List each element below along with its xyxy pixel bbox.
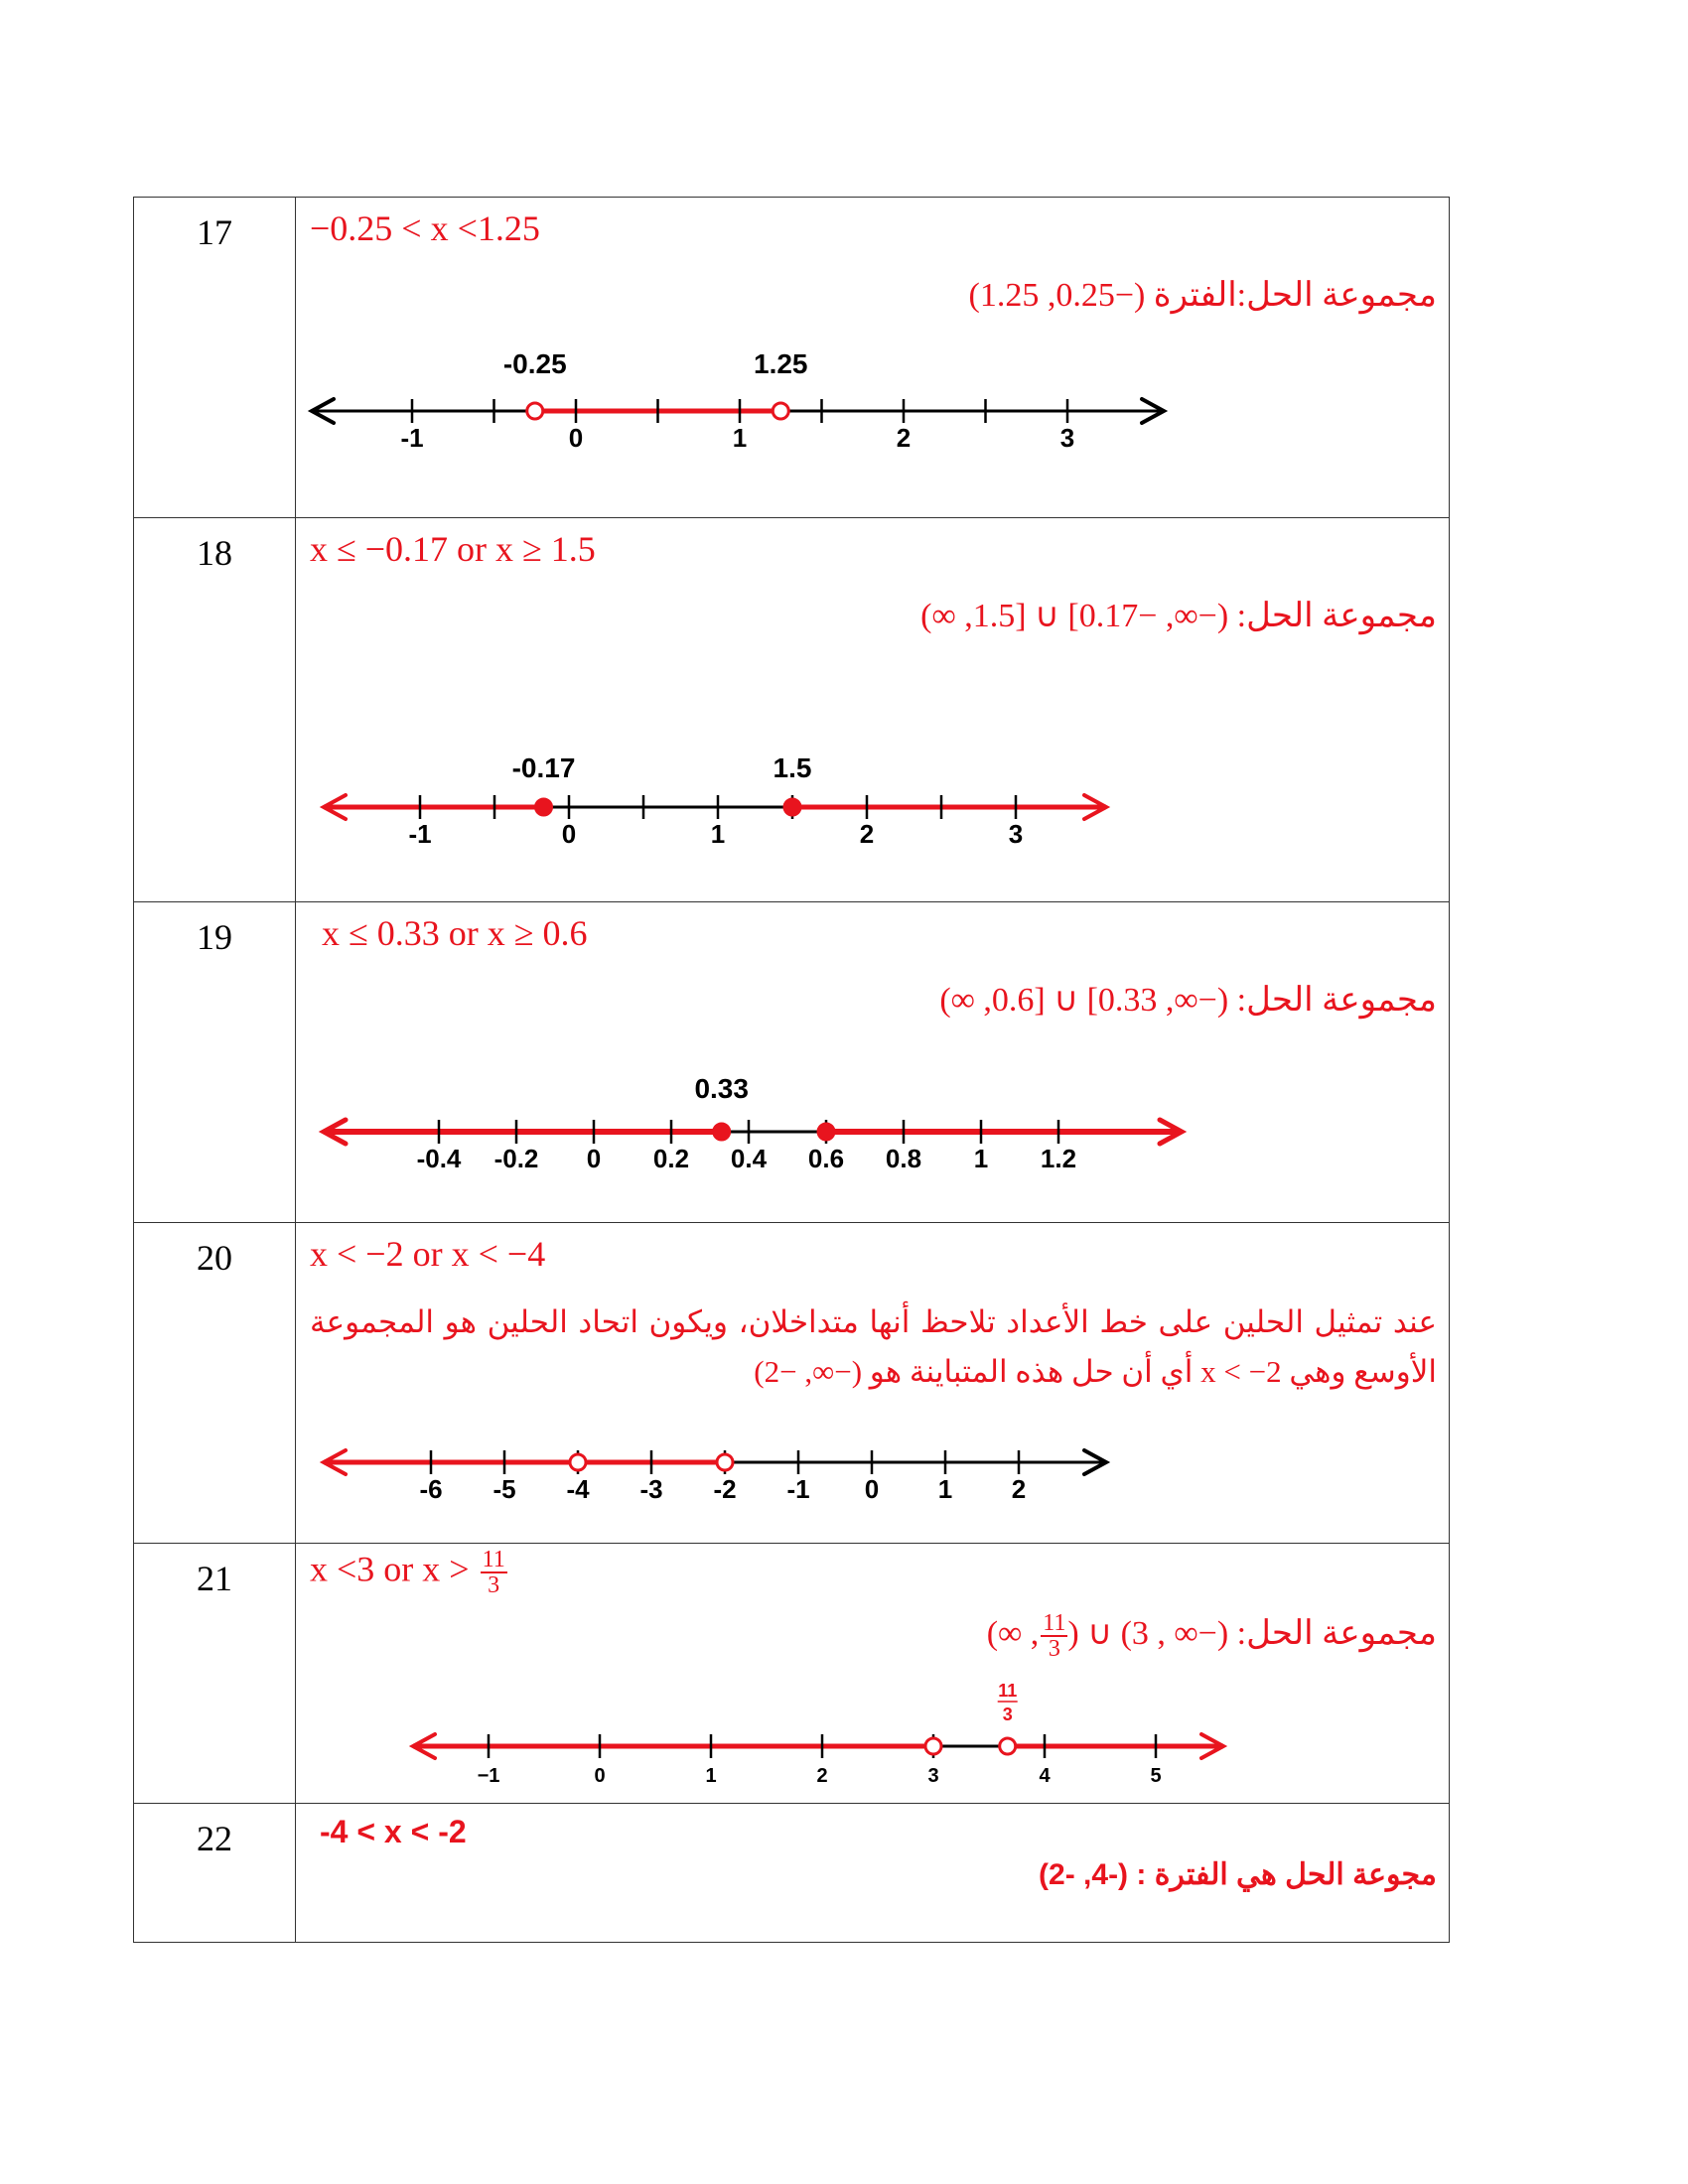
tick-label: 2: [859, 819, 875, 849]
tick-label: 3: [927, 1765, 939, 1787]
open-endpoint: [527, 403, 543, 419]
tick-label: -1: [400, 423, 424, 453]
table-row: [134, 1544, 1450, 1804]
inequality: x < −2 or x < −4: [310, 1234, 546, 1274]
inequality: x ≤ −0.17 or x ≥ 1.5: [310, 529, 596, 569]
tick-label: 1: [710, 819, 726, 849]
solutions-table: [133, 197, 1450, 1943]
tick-label: -2: [713, 1474, 737, 1504]
fraction-denominator: 3: [1048, 1636, 1060, 1662]
tick-label: 0: [864, 1474, 880, 1504]
tick-label: 1: [705, 1765, 717, 1787]
tick-label: 1: [937, 1474, 953, 1504]
number-line: [296, 1544, 1448, 1804]
tick-label: 2: [816, 1765, 828, 1787]
solution-set: مجوعة الحل هي الفترة : (-4, -2): [1039, 1858, 1437, 1891]
closed-endpoint: [536, 799, 552, 815]
solution-set: مجموعة الحل: (−∞, −0.17] ∪ [1.5, ∞): [920, 598, 1437, 634]
row-content: [296, 902, 1450, 1223]
number-line: [296, 198, 1448, 518]
inequality: −0.25 < x <1.25: [310, 208, 540, 248]
point-label-denominator: 3: [1002, 1705, 1013, 1724]
table-row: [134, 1804, 1450, 1943]
row-content: [296, 198, 1450, 518]
tick-label: 0: [561, 819, 577, 849]
row-content: [296, 1544, 1450, 1804]
tick-label: -5: [492, 1474, 516, 1504]
tick-label: 1: [973, 1144, 989, 1173]
tick-label: -1: [786, 1474, 810, 1504]
tick-label: 3: [1008, 819, 1024, 849]
tick-label: 1.2: [1040, 1144, 1077, 1173]
tick-label: −1: [477, 1765, 500, 1787]
point-label: 0.33: [694, 1073, 749, 1104]
tick-label: 3: [1059, 423, 1075, 453]
explanation-line: الأوسع وهي x < −2 أي أن حل هذه المتباينة هو (−∞, −2): [754, 1354, 1437, 1389]
tick-label: -1: [408, 819, 432, 849]
tick-label: -4: [566, 1474, 590, 1504]
number-line: [296, 902, 1448, 1223]
tick-label: 2: [1011, 1474, 1027, 1504]
tick-label: 0.2: [652, 1144, 690, 1173]
tick-label: 4: [1039, 1765, 1051, 1787]
tick-label: 5: [1150, 1765, 1162, 1787]
tick-label: 1: [732, 423, 748, 453]
number-line: [296, 518, 1448, 902]
point-label-numerator: 11: [998, 1681, 1018, 1701]
tick-label: -0.4: [416, 1144, 462, 1173]
fraction-denominator: 3: [488, 1572, 500, 1598]
row-number: 17: [134, 198, 296, 518]
point-label: -0.17: [511, 752, 576, 783]
open-endpoint: [1000, 1738, 1016, 1754]
tick-label: -0.2: [493, 1144, 539, 1173]
open-endpoint: [773, 403, 788, 419]
explanation-line: عند تمثيل الحلين على خط الأعداد تلاحظ أنها متداخلان، ويكون اتحاد الحلين هو المجموعة: [310, 1304, 1437, 1339]
row-number: 21: [134, 1544, 296, 1804]
tick-label: -6: [419, 1474, 443, 1504]
table-row: [134, 198, 1450, 518]
closed-endpoint: [818, 1124, 834, 1140]
point-label: 1.5: [773, 752, 812, 783]
open-endpoint: [925, 1738, 941, 1754]
solution-text: , ∞): [986, 1614, 1040, 1652]
table-row: [134, 1223, 1450, 1544]
inequality: x ≤ 0.33 or x ≥ 0.6: [322, 913, 588, 953]
tick-label: 0: [594, 1765, 606, 1787]
tick-label: 0.6: [807, 1144, 845, 1173]
open-endpoint: [570, 1454, 586, 1470]
open-endpoint: [717, 1454, 733, 1470]
table-row: [134, 902, 1450, 1223]
row-content: [296, 518, 1450, 902]
table-row: [134, 518, 1450, 902]
number-line: [296, 1223, 1448, 1544]
tick-label: 0: [568, 423, 584, 453]
tick-label: 2: [896, 423, 912, 453]
tick-label: 0: [586, 1144, 602, 1173]
closed-endpoint: [714, 1124, 730, 1140]
closed-endpoint: [784, 799, 800, 815]
tick-label: -3: [639, 1474, 663, 1504]
inequality: -4 < x < -2: [320, 1814, 467, 1849]
row-number: 22: [134, 1804, 296, 1943]
row-number: 18: [134, 518, 296, 902]
point-label: -0.25: [502, 348, 567, 379]
solution-text: مجموعة الحل: (−∞ , 3) ∪ (: [1067, 1614, 1437, 1652]
point-label: 1.25: [754, 348, 808, 379]
row-content: [296, 1804, 1450, 1943]
solution-set: مجموعة الحل: (−∞, 0.33] ∪ [0.6, ∞): [939, 982, 1437, 1019]
fraction-numerator: 11: [482, 1547, 505, 1572]
row-number: 19: [134, 902, 296, 1223]
solution-set: مجموعة الحل:الفترة (−0.25, 1.25): [968, 277, 1437, 314]
row-number: 20: [134, 1223, 296, 1544]
row-content: [296, 1223, 1450, 1544]
tick-label: 0.4: [730, 1144, 768, 1173]
tick-label: 0.8: [885, 1144, 922, 1173]
inequality-text: x <3 or x >: [310, 1549, 470, 1589]
fraction-numerator: 11: [1043, 1610, 1066, 1636]
